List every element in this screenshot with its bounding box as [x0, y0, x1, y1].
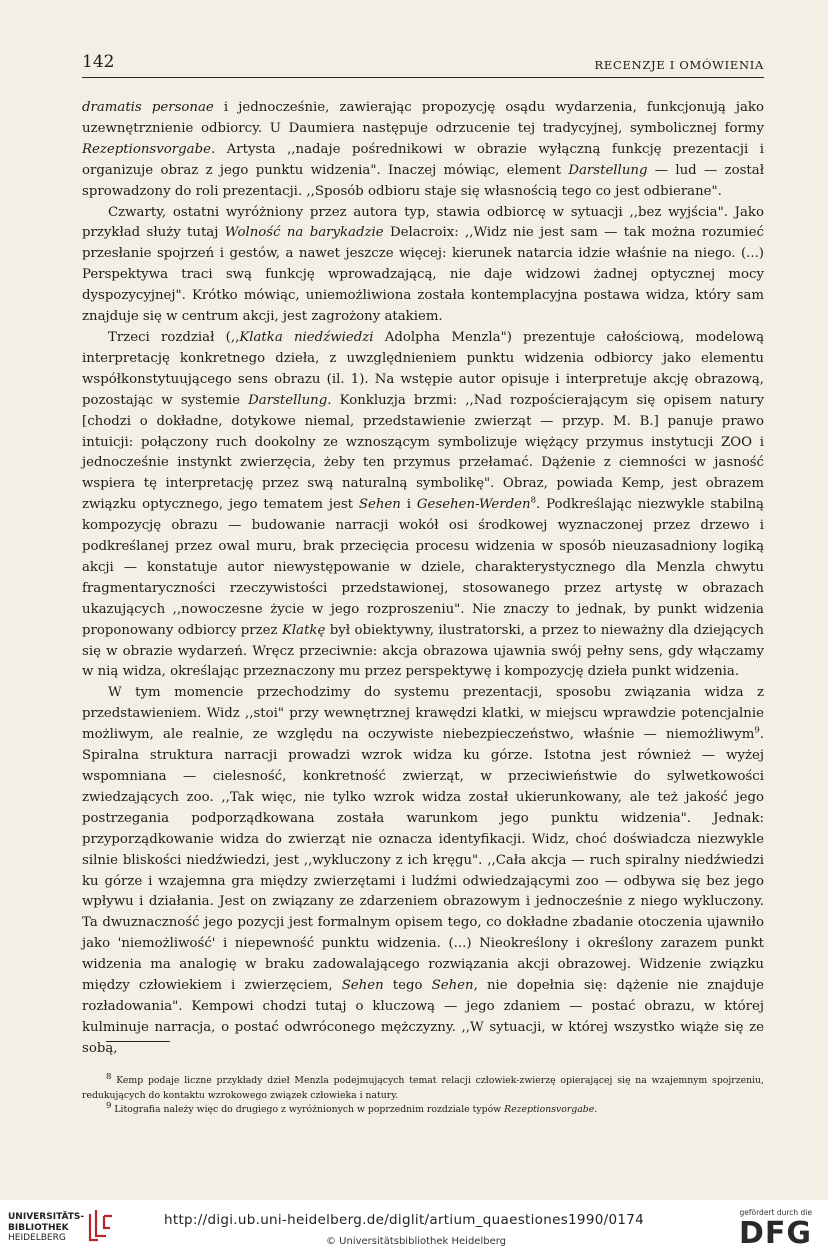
funding-note: gefördert durch die — [739, 1208, 812, 1217]
footnote-ref-8[interactable]: 8 — [530, 495, 537, 506]
footer-bar — [0, 1200, 828, 1256]
page-number: 142 — [82, 52, 115, 72]
university-seal-icon — [86, 1208, 116, 1244]
copyright-notice: © Universitätsbibliothek Heidelberg — [326, 1236, 507, 1247]
footnote-8: $^8$ Kemp podaje liczne przykłady dzieł Menzla podejmujących temat relacji człowiek-zwierzę opierającej się na wzajemnym spojrzeniu, redukujących do kontaktu wzrokowego związek człowieka i natury. — [82, 1071, 764, 1101]
paragraph-4: W tym momencie przechodzimy do systemu prezentacji, sposobu związania widza z przedstawieniem. Widz ,,stoi" przy wewnętrznej krawędzi klatki, w miejscu wprawdzie potencjalnie możliwym, ale realnie, ze względu na oczywiste niebezpieczeństwo, właśnie — niemożliwym$^9$. Spiralna struktura narracji prowadzi wzrok widza ku górze. Istotna jest również — wyżej wspomniana — cielesność, konkretność zwierząt, w przeciwieństwie do sylwetkowości zwiedzających zoo. ,,Tak więc, nie tylko wzrok widza został ukierunkowany, ale też jakość jego postrzegania podporządkowana została warunkom jego punktu widzenia". Jednak: przyporządkowanie widza do zwierząt nie oznacza identyfikacji. Widz, choć doświadcza niezwykle silnie bliskości niedźwiedzi, jest ,,wykluczony z ich kręgu". ,,Cała akcja — ruch spiralny niedźwiedzi ku górze i wzajemna gra między zwierzętami i ludźmi odwiedzającymi zoo — odbywa się bez jego wpływu i działania. Jest on związany ze zdarzeniem obrazowym i jednocześnie z niego wykluczony. Ta dwuznaczność jego pozycji jest formalnym opisem tego, co dokładne zbadanie otoczenia ujawniło jako 'niemożliwość' i niepewność punktu widzenia. (...) Nieokreślony i określony zarazem punkt widzenia ma analogię w braku zadowalającego rozwiązania akcji obrazowej. Widzenie związku między człowiekiem i zwierzęciem, Sehen tego Sehen, nie dopełnia się: dążenie nie znajduje rozładowania". Kempowi chodzi tutaj o kluczową — jego zdaniem — postać obrazu, w której kulminuje narracja, o postać odwróconego mężczyzny. ,,W sytuacji, w której wszystko wiąże się ze sobą, — [82, 685, 764, 1056]
dfg-logo[interactable]: DFG — [738, 1216, 812, 1251]
paragraph-1: dramatis personae i jednocześnie, zawierając propozycję osądu wydarzenia, funkcjonują jako uzewnętrznienie odbiorcy. U Daumiera następuje odrzucenie tej tradycyjnej, symbolicznej formy Rezeptionsvorgabe. Artysta ,,nadaje pośrednikowi w obrazie wyłączną funkcję prezentacji i organizuje obraz z jego punktu widzenia". Inaczej mówiąc, element Darstellung — lud — został sprowadzony do roli prezentacji. ,,Sposób odbioru staje się własnością tego co jest odbierane". — [82, 100, 765, 199]
footnotes — [82, 1071, 764, 1118]
body-text — [82, 98, 764, 1060]
running-head: RECENZJE I OMÓWIENIA — [594, 58, 764, 72]
footnote-rule — [106, 1041, 170, 1042]
footnote-ref-9[interactable]: 9 — [754, 725, 760, 736]
paragraph-3: Trzeci rozdział (,,Klatka niedźwiedzi Adolpha Menzla") prezentuje całościową, modelową interpretację konkretnego dzieła, z uwzględnieniem punktu widzenia odbiorcy jako elementu współkonstytuującego sens obrazu (il. 1). Na wstępie autor opisuje i interpretuje akcję obrazową, pozostając w systemie Darstellung. Konkluzja brzmi: ,,Nad rozpościerającym się opisem natury [chodzi o dokładne, dotykowe niemal, przedstawienie zwierząt — przyp. M. B.] panuje prawo intuicji: połączony ruch dookolny ze wznoszącym symbolizuje więżący przymus instytucji ZOO i jednocześnie instynkt zwierzęcia, żeby ten przymus przełamać. Dążenie z ciemności w jasność wspiera tę interpretację przez swą naturalną symbolikę". Obraz, powiada Kemp, jest obrazem związku optycznego, jego tematem jest Sehen i Gesehen-Werden$^8$. Podkreślając niezwykle stabilną kompozycję obrazu — budowanie narracji wokół osi środkowej wyznaczonej przez drzewo i podkreślanej przez owal muru, brak przecięcia procesu widzenia w sposób nieuzasadniony logiką akcji — konstatuje autor niewystępowanie w dziele, charakterystycznego dla Menzla chwytu fragmentaryczności rzeczywistości przedstawionej, stosowanego przez artystę w obrazach ukazujących ,,nowoczesne życie w jego rozproszeniu". Nie znaczy to jednak, by punkt widzenia proponowany odbiorcy przez Klatkę był obiektywny, ilustratorski, a przez to nieważny dla dziejących się w obrazie wydarzeń. Wręcz przeciwnie: akcja obrazowa ujawnia swój pełny sens, gdy włączamy w nią widza, określając przeznaczony mu przez perspektywę i kompozycję dzieła punkt widzenia. — [82, 329, 764, 680]
footnote-9: $^9$ Litografia należy więc do drugiego z wyróżnionych w poprzednim rozdziale typów Rezeptionsvorgabe. — [106, 1100, 598, 1115]
header-rule — [82, 77, 764, 78]
permalink-url[interactable]: http://digi.ub.uni-heidelberg.de/diglit/artium_quaestiones1990/0174 — [164, 1212, 645, 1228]
university-library-logo[interactable]: UNIVERSITÄTS- BIBLIOTHEK HEIDELBERG — [8, 1212, 85, 1243]
paragraph-2: Czwarty, ostatni wyróżniony przez autora typ, stawia odbiorcę w sytuacji ,,bez wyjścia". Jako przykład służy tutaj Wolność na barykadzie Delacroix: ,,Widz nie jest sam — tak można rozumieć przesłanie spojrzeń i gestów, a nawet jeszcze więcej: kierunek natarcia idzie właśnie na niego. (...) Perspektywa traci swą funkcję wprowadzającą, nie daje widzowi żadnej optycznej mocy dyspozycyjnej". Krótko mówiąc, uniemożliwiona została kontemplacyjna postawa widza, który sam znajduje się w centrum akcji, jest zagrożony atakiem. — [82, 204, 764, 325]
